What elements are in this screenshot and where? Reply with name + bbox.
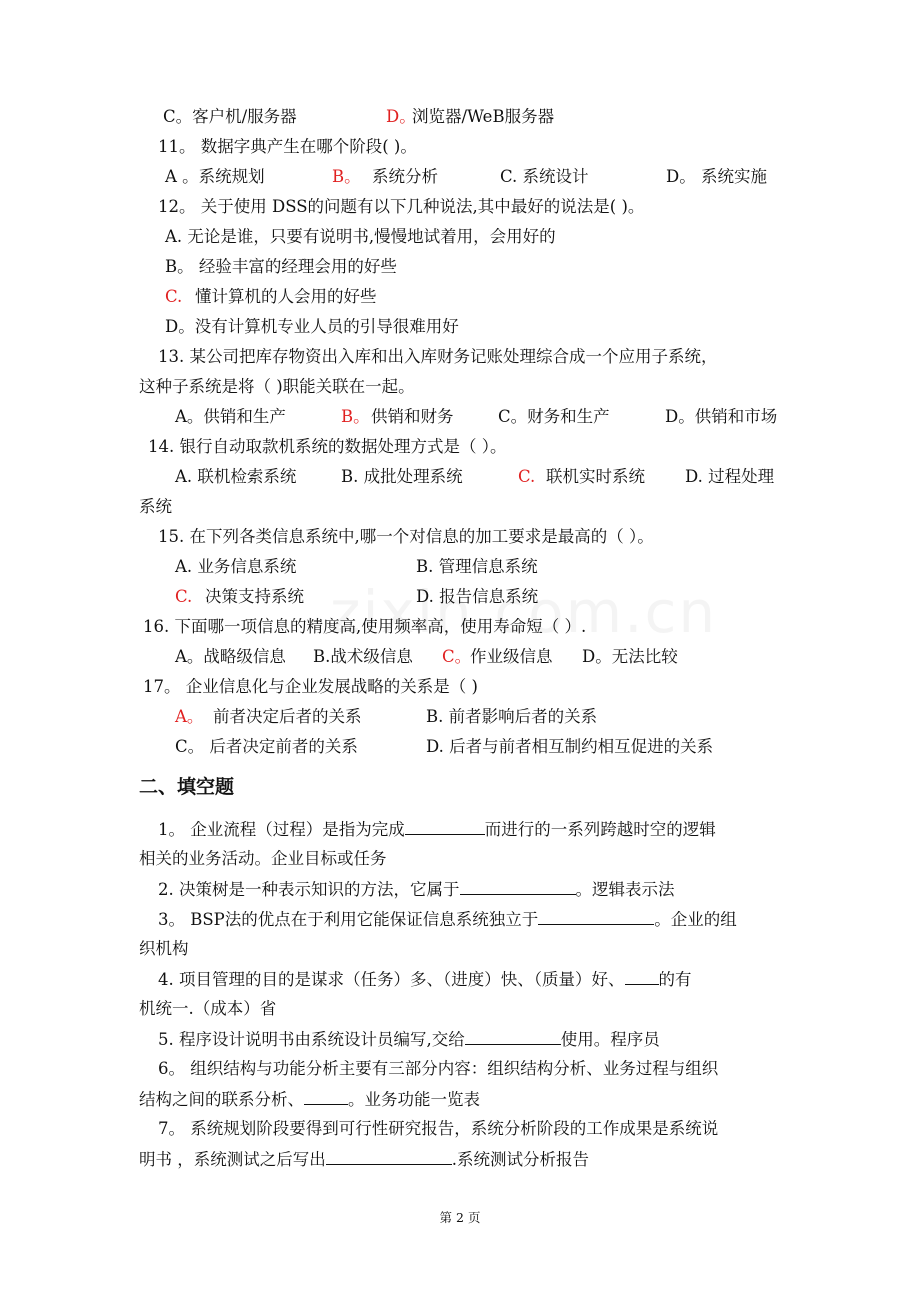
option-d: D。 系统实施 <box>666 167 767 186</box>
page-number: 第 2 页 <box>439 1210 481 1225</box>
fill-blank <box>405 818 485 835</box>
option-a: A. 业务信息系统 <box>175 557 297 576</box>
option-a: A. 联机检索系统 <box>175 467 297 486</box>
fill-question-2 <box>158 878 675 901</box>
question-11: 11。 数据字典产生在哪个阶段( )。 <box>158 137 417 156</box>
option-c: C。 后者决定前者的关系 <box>175 737 358 756</box>
option-a: A 。系统规划 <box>165 167 265 186</box>
option-d-cont: 系统 <box>139 497 172 516</box>
fill-text: 。逻辑表示法 <box>575 880 675 899</box>
fill-question-4 <box>158 968 692 991</box>
question-15: 15. 在下列各类信息系统中,哪一个对信息的加工要求是最高的（ ）。 <box>158 527 654 546</box>
answer-letter: C. <box>165 287 183 306</box>
question-13-cont: 这种子系统是将（ )职能关联在一起。 <box>139 377 415 396</box>
option-a: A。供销和生产 <box>175 407 286 426</box>
option-c: C。客户机/服务器 <box>163 107 297 126</box>
question-17: 17。 企业信息化与企业发展战略的关系是（ ) <box>143 677 478 696</box>
fill-question-4-cont: 机统一.（成本）省 <box>139 999 277 1018</box>
answer-letter: B。 <box>341 407 370 426</box>
option-b: B. 成批处理系统 <box>341 467 463 486</box>
option-c: 作业级信息 <box>470 647 553 666</box>
fill-text: 1。 企业流程（过程）是指为完成 <box>158 820 405 839</box>
question-12: 12。 关于使用 DSS的问题有以下几种说法,其中最好的说法是( )。 <box>158 197 645 216</box>
fill-question-7-cont <box>139 1148 589 1171</box>
fill-text: .系统测试分析报告 <box>451 1150 589 1169</box>
fill-question-1 <box>158 818 716 841</box>
fill-text: 的有 <box>658 970 692 989</box>
question-13: 13. 某公司把库存物资出入库和出入库财务记账处理综合成一个应用子系统， <box>158 347 718 366</box>
fill-blank <box>326 1148 452 1165</box>
option-d: D。无法比较 <box>582 647 678 666</box>
option-d: 浏览器/WeB服务器 <box>412 107 555 126</box>
option-b: 供销和财务 <box>371 407 454 426</box>
fill-text: 而进行的一系列跨越时空的逻辑 <box>484 820 716 839</box>
option-b: B. 前者影响后者的关系 <box>426 707 598 726</box>
fill-text: 4. 项目管理的目的是谋求（任务）多、（进度）快、（质量）好、 <box>158 970 625 989</box>
option-d: D. 过程处理 <box>685 467 775 486</box>
fill-text: 明书 ，系统测试之后写出 <box>139 1150 326 1169</box>
option-d: D。供销和市场 <box>665 407 778 426</box>
answer-letter: C. <box>518 467 536 486</box>
fill-blank <box>304 1088 348 1105</box>
option-b: B. 管理信息系统 <box>416 557 538 576</box>
question-14: 14. 银行自动取款机系统的数据处理方式是（ ）。 <box>148 437 507 456</box>
fill-text: 2. 决策树是一种表示知识的方法，它属于 <box>158 880 460 899</box>
answer-letter: B。 <box>332 167 361 186</box>
fill-text: 。业务功能一览表 <box>348 1090 480 1109</box>
fill-question-6: 6。 组织结构与功能分析主要有三部分内容：组织结构分析、业务过程与组织 <box>158 1059 719 1078</box>
answer-letter: C。 <box>442 647 472 666</box>
answer-letter: C. <box>175 587 193 606</box>
option-c: C. 系统设计 <box>500 167 589 186</box>
option-a: A。战略级信息 <box>175 647 286 666</box>
option-a: A. 无论是谁，只要有说明书,慢慢地试着用，会用好的 <box>165 227 556 246</box>
option-d: D. 后者与前者相互制约相互促进的关系 <box>426 737 714 756</box>
fill-question-3 <box>158 908 737 931</box>
option-d: D。没有计算机专业人员的引导很难用好 <box>165 317 459 336</box>
fill-blank <box>460 878 576 895</box>
option-c: 懂计算机的人会用的好些 <box>195 287 377 306</box>
fill-text: 。企业的组 <box>654 910 737 929</box>
fill-text: 3。 BSP法的优点在于利用它能保证信息系统独立于 <box>158 910 539 929</box>
option-c: 决策支持系统 <box>205 587 304 606</box>
fill-blank <box>625 968 659 985</box>
fill-text: 使用。程序员 <box>560 1030 660 1049</box>
fill-question-6-cont <box>139 1088 480 1111</box>
fill-question-5 <box>158 1028 660 1051</box>
option-d: D. 报告信息系统 <box>416 587 539 606</box>
option-b: 系统分析 <box>372 167 438 186</box>
fill-blank <box>465 1028 561 1045</box>
question-16: 16. 下面哪一项信息的精度高,使用频率高，使用寿命短（ ）. <box>143 617 587 636</box>
answer-letter: A。 <box>175 707 204 726</box>
option-a: 前者决定后者的关系 <box>213 707 362 726</box>
fill-text: 结构之间的联系分析、 <box>139 1090 304 1109</box>
fill-text: 5. 程序设计说明书由系统设计员编写,交给 <box>158 1030 465 1049</box>
option-b: B.战术级信息 <box>313 647 413 666</box>
option-c: C。财务和生产 <box>498 407 610 426</box>
fill-question-1-cont: 相关的业务活动。企业目标或任务 <box>139 849 387 868</box>
fill-question-7: 7。 系统规划阶段要得到可行性研究报告，系统分析阶段的工作成果是系统说 <box>158 1119 719 1138</box>
answer-letter: D。 <box>386 107 416 126</box>
option-c: 联机实时系统 <box>546 467 645 486</box>
section-title: 二、填空题 <box>139 776 235 798</box>
option-b: B。 经验丰富的经理会用的好些 <box>165 257 397 276</box>
fill-blank <box>538 908 654 925</box>
fill-question-3-cont: 织机构 <box>139 939 189 958</box>
